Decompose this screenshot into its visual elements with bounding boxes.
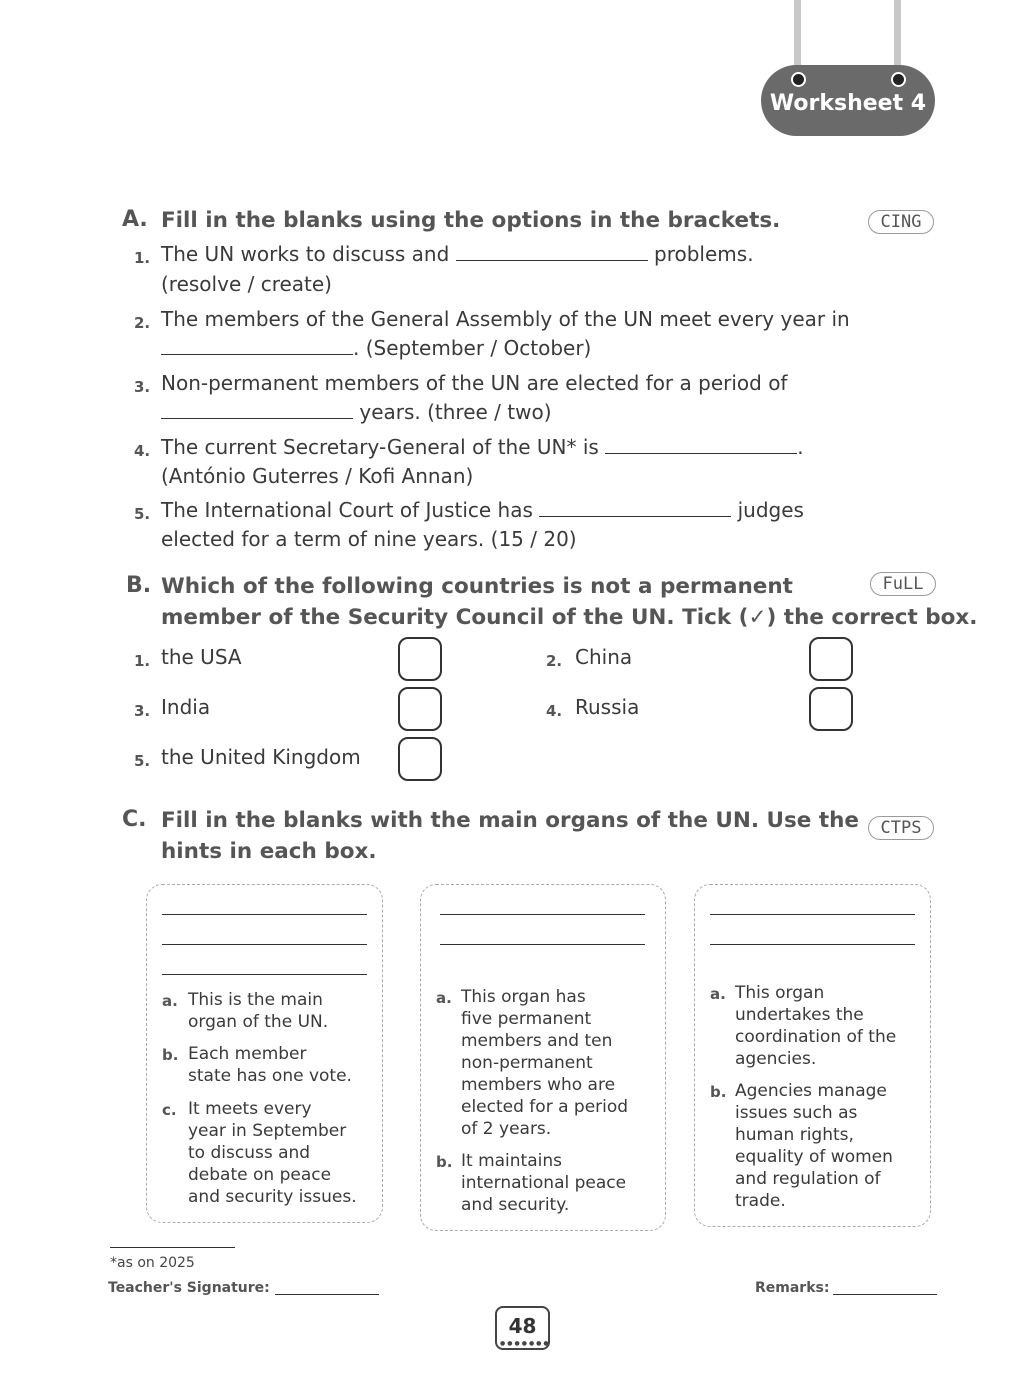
a-item-1-line2: (resolve / create) (161, 272, 332, 296)
a-item-4-line2: (António Guterres / Kofi Annan) (161, 464, 474, 488)
footnote-rule (110, 1247, 235, 1248)
a-item-2-blank[interactable] (161, 338, 353, 355)
a-item-3-text-end: years. (three / two) (359, 400, 552, 424)
a-item-1-number: 1. (134, 249, 151, 267)
b-option-4-label: Russia (575, 695, 640, 719)
organ-2-hint-a-letter: a. (436, 989, 452, 1007)
section-c-skill-badge: CTPS (868, 816, 934, 840)
organ-2-answer-line-1[interactable] (440, 914, 645, 915)
organ-2-hint-b: It maintains international peace and security. (461, 1151, 627, 1215)
organ-1-answer-line-3[interactable] (162, 974, 367, 975)
a-item-4-text-end: . (797, 435, 804, 459)
a-item-5-line1 (161, 496, 804, 525)
remarks-line[interactable] (833, 1294, 937, 1295)
organ-1-hint-c: It meets every year in September to discuss and debate on peace and security issues. (188, 1099, 357, 1207)
b-option-1-checkbox[interactable] (398, 637, 442, 681)
a-item-5-number: 5. (134, 505, 151, 523)
a-item-2-line2 (161, 334, 591, 363)
remarks-label: Remarks: (755, 1280, 830, 1296)
a-item-2-line1: The members of the General Assembly of the UN meet every year in (161, 307, 850, 331)
section-c-title-line2: hints in each box. (161, 839, 377, 864)
a-item-3-number: 3. (134, 378, 151, 396)
b-option-3-number: 3. (134, 702, 151, 720)
hanger-hole-left (791, 72, 806, 87)
footnote: *as on 2025 (110, 1255, 195, 1271)
page-number-tv-dots-icon: ●●●●●●● (500, 1340, 551, 1347)
organ-3-hint-b-letter: b. (710, 1083, 727, 1101)
organ-1-answer-line-2[interactable] (162, 944, 367, 945)
organ-3-answer-line-1[interactable] (710, 914, 915, 915)
organ-1-hint-a-letter: a. (162, 992, 178, 1010)
a-item-4-text: The current Secretary-General of the UN* is (161, 435, 599, 459)
a-item-3-line1: Non-permanent members of the UN are elected for a period of (161, 371, 788, 395)
section-b-skill-badge: FuLL (870, 572, 936, 596)
a-item-1-blank[interactable] (456, 244, 648, 261)
organ-3-hint-a: This organ undertakes the coordination of the agencies. (735, 983, 897, 1069)
worksheet-tab: Worksheet 4 (761, 65, 935, 136)
b-option-5-checkbox[interactable] (398, 737, 442, 781)
hanger-hole-right (891, 72, 906, 87)
a-item-2-text-end: . (September / October) (353, 336, 592, 360)
organ-1-hint-b-letter: b. (162, 1046, 179, 1064)
organ-2-hint-a: This organ has five permanent members and ten non-permanent members who are elected for a period of 2 years. (461, 987, 629, 1139)
b-option-2-number: 2. (546, 652, 563, 670)
section-c-letter: C. (122, 807, 147, 832)
section-b-letter: B. (126, 573, 152, 598)
a-item-4-number: 4. (134, 442, 151, 460)
b-option-3-label: India (161, 695, 211, 719)
a-item-4-blank[interactable] (605, 437, 797, 454)
teacher-signature-label: Teacher's Signature: (108, 1280, 270, 1296)
organ-2-answer-line-2[interactable] (440, 944, 645, 945)
section-a-skill-badge: CING (868, 210, 934, 234)
a-item-5-text-end: judges (737, 498, 804, 522)
organ-1-hint-c-letter: c. (162, 1101, 177, 1119)
a-item-1-text-end: problems. (654, 242, 754, 266)
organ-3-hint-a-letter: a. (710, 985, 726, 1003)
a-item-3-line2 (161, 398, 552, 427)
a-item-2-number: 2. (134, 314, 151, 332)
organ-2-hint-b-letter: b. (436, 1153, 453, 1171)
a-item-1-line1 (161, 240, 754, 269)
b-option-4-checkbox[interactable] (809, 687, 853, 731)
b-option-1-label: the USA (161, 645, 242, 669)
b-option-3-checkbox[interactable] (398, 687, 442, 731)
b-option-5-label: the United Kingdom (161, 745, 361, 769)
b-option-4-number: 4. (546, 702, 563, 720)
teacher-signature-line[interactable] (275, 1294, 379, 1295)
b-option-2-label: China (575, 645, 633, 669)
a-item-1-text: The UN works to discuss and (161, 242, 450, 266)
section-a-letter: A. (122, 207, 148, 232)
b-option-1-number: 1. (134, 652, 151, 670)
organ-1-answer-line-1[interactable] (162, 914, 367, 915)
section-a-title: Fill in the blanks using the options in the brackets. (161, 208, 781, 233)
section-c-title-line1: Fill in the blanks with the main organs of the UN. Use the (161, 808, 859, 833)
organ-3-hint-b: Agencies manage issues such as human rights, equality of women and regulation of trade. (735, 1081, 893, 1211)
organ-1-hint-a: This is the main organ of the UN. (188, 990, 329, 1032)
organ-1-hint-b: Each member state has one vote. (188, 1044, 352, 1086)
b-option-5-number: 5. (134, 752, 151, 770)
organ-3-answer-line-2[interactable] (710, 944, 915, 945)
a-item-4-line1 (161, 433, 804, 462)
a-item-5-text: The International Court of Justice has (161, 498, 533, 522)
a-item-5-blank[interactable] (539, 500, 731, 517)
a-item-3-blank[interactable] (161, 402, 353, 419)
section-b-title-line1: Which of the following countries is not a permanent (161, 574, 793, 599)
section-b-title-line2: member of the Security Council of the UN. Tick (✓) the correct box. (161, 605, 978, 630)
b-option-2-checkbox[interactable] (809, 637, 853, 681)
a-item-5-line2: elected for a term of nine years. (15 / 20) (161, 527, 577, 551)
page-number: 48 (495, 1306, 550, 1350)
